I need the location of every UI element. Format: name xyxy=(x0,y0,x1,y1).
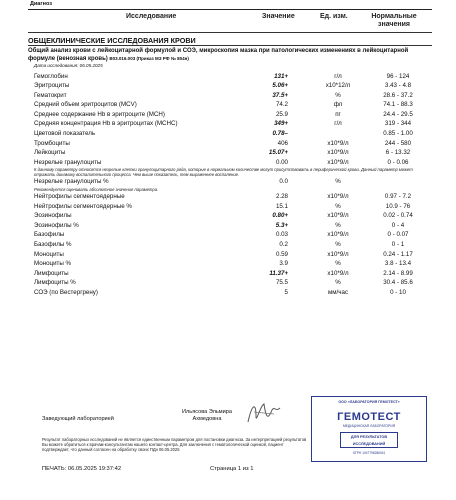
result-name: Средний объем эритроцитов (MCV) xyxy=(34,101,137,109)
result-unit: мм/час xyxy=(328,288,348,296)
stamp-box-line1: ДЛЯ РЕЗУЛЬТАТОВ xyxy=(350,435,388,439)
result-value: 0.00 xyxy=(275,158,288,166)
result-value: 74.2 xyxy=(275,101,288,109)
result-unit: x10*9/л xyxy=(327,139,349,147)
result-name: Эозинофилы xyxy=(34,212,72,220)
result-value: 0.0 xyxy=(279,178,288,186)
result-name: Нейтрофилы сегментоядерные xyxy=(34,193,125,201)
header-unit: Ед. изм. xyxy=(320,13,348,20)
result-value: 15.07+ xyxy=(268,149,288,157)
result-name: Цветовой показатель xyxy=(34,130,96,138)
section-divider xyxy=(28,45,432,46)
result-ref: 24.4 - 29.5 xyxy=(383,110,413,118)
result-value: 75.5 xyxy=(275,279,288,287)
result-ref: 0.02 - 0.74 xyxy=(383,212,413,220)
result-unit: г/л xyxy=(334,120,342,128)
result-ref: 2.14 - 8.99 xyxy=(383,269,413,277)
result-value: 15.1 xyxy=(275,202,288,210)
table-row xyxy=(28,259,432,269)
result-note: Рекомендуется оценивать абсолютное значение параметра. xyxy=(34,186,159,192)
result-name: Моноциты % xyxy=(34,260,72,268)
result-value: 349+ xyxy=(274,120,288,128)
signatory-name-line1: Ильясова Эльмира xyxy=(182,409,232,415)
stamp-top: ООО «ЛАБОРАТОРИЯ ГЕМОТЕСТ» xyxy=(338,400,400,404)
signature-label: Заведующий лабораторией xyxy=(42,416,114,422)
result-name: Средняя концентрация Hb в эритроцитах (MCHC) xyxy=(34,120,178,128)
print-timestamp: ПЕЧАТЬ: 06.05.2025 19:37:42 xyxy=(42,466,122,472)
result-name: Базофилы % xyxy=(34,241,72,248)
stamp-box xyxy=(340,432,398,448)
result-name: Гематокрит xyxy=(34,91,67,99)
test-description-text: Общий анализ крови с лейкоцитарной формулой и СОЭ, микроскопия мазка при патологических изменениях в лейкоцитарной формуле (венозная кровь) xyxy=(28,48,409,63)
table-row xyxy=(28,100,432,110)
signatory-name-line2: Ахмедовна xyxy=(192,416,222,422)
stamp-box-line2: ИССЛЕДОВАНИЙ xyxy=(352,442,386,446)
lab-report-page xyxy=(28,0,432,500)
result-unit: x10*12/л xyxy=(325,82,351,90)
result-value: 5.06+ xyxy=(272,82,288,90)
result-name: Незрелые гранулоциты xyxy=(34,158,102,166)
header-divider xyxy=(28,32,432,33)
table-row xyxy=(28,148,432,158)
result-ref: 244 - 580 xyxy=(384,139,412,147)
result-unit: пг xyxy=(335,110,341,118)
table-header xyxy=(28,12,432,32)
result-unit: % xyxy=(335,221,341,229)
result-ref: 30.4 - 85.6 xyxy=(383,279,413,287)
test-description xyxy=(28,48,428,63)
result-value: 0.2 xyxy=(279,241,288,248)
table-row xyxy=(28,192,432,202)
result-unit: x10*9/л xyxy=(327,149,349,157)
header-value: Значение xyxy=(262,13,295,20)
table-row xyxy=(28,138,432,148)
header-study: Исследование xyxy=(126,13,177,20)
result-value: 0.59 xyxy=(275,250,288,258)
table-row xyxy=(28,177,432,187)
result-unit: % xyxy=(335,202,341,210)
table-row xyxy=(28,71,432,81)
result-ref: 28.6 - 37.2 xyxy=(383,91,413,99)
result-unit: % xyxy=(335,178,341,186)
diagnosis-label: Диагноз xyxy=(30,1,52,7)
result-value: 11.37+ xyxy=(269,269,288,277)
table-row xyxy=(28,268,432,278)
result-ref: 96 - 124 xyxy=(386,72,410,80)
result-ref: 319 - 344 xyxy=(384,120,412,128)
section-title: ОБЩЕКЛИНИЧЕСКИЕ ИССЛЕДОВАНИЯ КРОВИ xyxy=(28,36,196,45)
table-row xyxy=(28,249,432,259)
table-row xyxy=(28,278,432,288)
result-name: Среднее содержание Hb в эритроците (MCH) xyxy=(34,110,165,118)
result-unit: % xyxy=(335,279,341,287)
disclaimer: Результат лабораторных исследований не является единственным параметром для постановки диагноза. За интерпретацией результатов Вы можете обратиться к врачам-консультантам нашего контакт-центра. Для заключения с гематологической оценкой, пациент подтверждает, что данный согласен на обработку своих ПДн 06.05.2025 xyxy=(42,437,307,452)
result-unit: x10*9/л xyxy=(327,231,349,239)
table-row xyxy=(28,287,432,297)
result-ref: 0.97 - 7.2 xyxy=(384,193,412,201)
result-value: 2.28 xyxy=(275,193,288,201)
result-value: 131+ xyxy=(274,72,288,80)
result-ref: 3.43 - 4.8 xyxy=(384,82,412,90)
result-ref: 3.8 - 13.4 xyxy=(384,260,412,268)
result-name: Эритроциты xyxy=(34,82,70,90)
signatory-name xyxy=(172,409,242,423)
result-value: 3.9 xyxy=(279,260,288,268)
result-unit: x10*9/л xyxy=(327,250,349,258)
result-name: Лимфоциты xyxy=(34,269,69,277)
handwritten-signature-icon xyxy=(244,398,284,428)
table-row xyxy=(28,90,432,100)
table-row xyxy=(28,240,432,250)
result-note: К данному параметру относятся незрелые клетки гранулоцитарного ряда, которые в нормальном количестве могут присутствовать в периферической крови. Данный параметр может отражать динамику воспалительного процесса. Чем выше показатель, тем выраженнее воспаление. xyxy=(34,166,413,177)
result-value: 0.03 xyxy=(275,231,288,239)
table-row xyxy=(28,157,432,167)
result-name: Тромбоциты xyxy=(34,139,70,147)
result-unit: % xyxy=(335,241,341,248)
test-code: B03.016.003 (Приказ МЗ РФ № 804н) xyxy=(109,56,189,62)
stamp-logo: ГЕМОТЕСТ xyxy=(337,411,401,423)
result-name: Эозинофилы % xyxy=(34,221,79,229)
table-row xyxy=(28,230,432,240)
result-name: Гемоглобин xyxy=(34,72,68,80)
result-ref: 0 - 4 xyxy=(391,221,405,229)
result-value: 0.78– xyxy=(272,130,288,138)
top-strip xyxy=(28,0,432,10)
table-row xyxy=(28,201,432,211)
result-value: 5.3+ xyxy=(275,221,288,229)
result-ref: 0.85 - 1.00 xyxy=(383,130,413,138)
result-name: Базофилы xyxy=(34,231,65,239)
result-ref: 0 - 1 xyxy=(391,241,405,248)
table-row xyxy=(28,119,432,129)
result-unit: x10*9/л xyxy=(327,269,349,277)
result-unit: x10*9/л xyxy=(327,158,349,166)
study-date: Дата исследования: 06.05.2025 xyxy=(34,63,103,68)
result-value: 25.9 xyxy=(275,110,288,118)
result-unit: % xyxy=(335,91,341,99)
result-name: Нейтрофилы сегментоядерные % xyxy=(34,202,132,210)
result-ref: 0 - 0.06 xyxy=(387,158,409,166)
table-row xyxy=(28,129,432,139)
result-value: 5 xyxy=(284,288,288,296)
table-row xyxy=(28,109,432,119)
result-value: 406 xyxy=(277,139,288,147)
result-unit: фл xyxy=(333,101,343,109)
results-table xyxy=(28,71,432,297)
table-row xyxy=(28,220,432,230)
table-row xyxy=(28,81,432,91)
result-ref: 0.24 - 1.17 xyxy=(383,250,413,258)
result-unit: г/л xyxy=(334,72,342,80)
result-value: 0.80+ xyxy=(272,212,288,220)
header-ref: Нормальные значения xyxy=(371,13,417,28)
result-name: Лимфоциты % xyxy=(34,279,76,287)
lab-stamp xyxy=(311,396,427,462)
stamp-sub: МЕДИЦИНСКАЯ ЛАБОРАТОРИЯ xyxy=(342,424,396,428)
result-name: Лейкоциты xyxy=(34,149,66,157)
result-name: Моноциты xyxy=(34,250,64,258)
result-ref: 0 - 0.07 xyxy=(387,231,409,239)
result-ref: 6 - 13.32 xyxy=(385,149,411,157)
result-unit: x10*9/л xyxy=(327,212,349,220)
page-number: Страница 1 из 1 xyxy=(210,466,254,472)
result-ref: 0 - 10 xyxy=(390,288,406,296)
result-value: 37.5+ xyxy=(272,91,288,99)
result-unit: x10*9/л xyxy=(327,193,349,201)
result-name: Незрелые гранулоциты % xyxy=(34,178,109,186)
result-unit: % xyxy=(335,260,341,268)
result-ref: 74.1 - 88.3 xyxy=(383,101,413,109)
table-row xyxy=(28,211,432,221)
result-name: СОЭ (по Вестергрену) xyxy=(34,288,98,296)
stamp-bottom: ОГРН 1047796286041 xyxy=(352,451,386,455)
result-ref: 10.9 - 76 xyxy=(385,202,411,210)
